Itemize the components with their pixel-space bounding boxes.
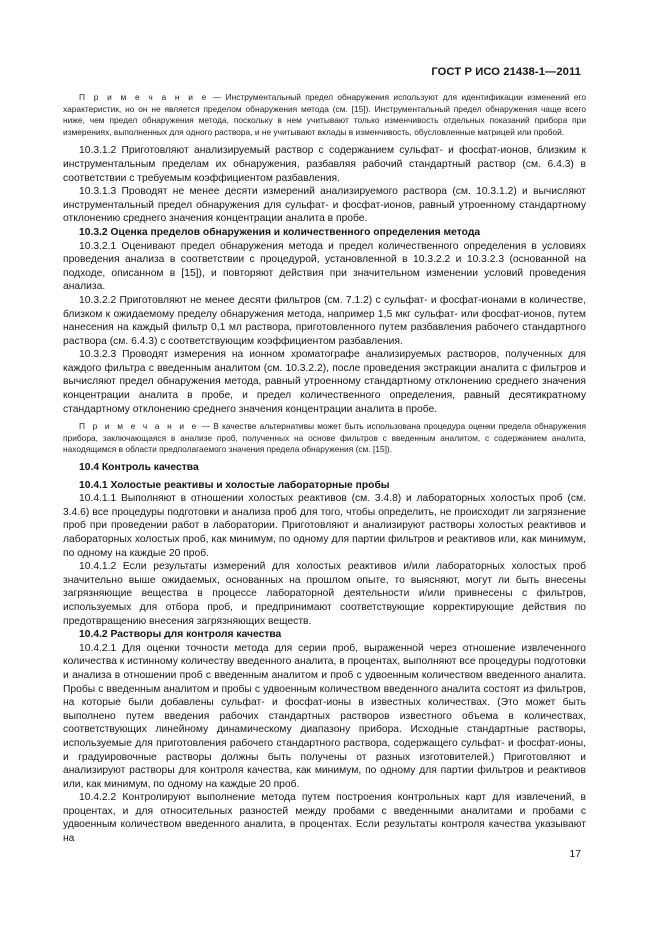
paragraph-10-3-2-1: 10.3.2.1 Оценивают предел обнаружения метода и предел количественного определения в условиях проведения анализа в соответствии с процедурой, установленной в 10.3.2.2 и 10.3.2.3 (основанной на подходе, описанном в [15]), и повторяют действия при значительном изменении условий проведения анализа.	[63, 240, 586, 293]
note-text: — В качестве альтернативы может быть использована процедура оценки предела обнаружения прибора, заключающаяся в анализе проб, полученных на основе фильтров с введенным аналитом, с содержанием аналита, находящимся в области предполагаемого значения предела обнаружения (см. [15]).	[63, 421, 586, 455]
document-code-header: ГОСТ Р ИСО 21438-1—2011	[431, 66, 581, 78]
page-number: 17	[569, 849, 581, 860]
paragraph-10-4-2-1: 10.4.2.1 Для оценки точности метода для серии проб, выраженной через отношение извлеченного количества к истинному количеству введенного аналита, в процентах, выполняют все процедуры подготовки и анализа в отношении проб с введенным аналитом и проб с удвоенным количеством введенного аналита. Пробы с введенным аналитом и пробы с удвоенным количеством введенного аналита состоят из фильтров, на которые были добавлены сульфат- и фосфат-ионы в известных количествах. (Это может быть выполнено путем введения рабочих стандартных растворов известного объема в количествах, соответствующих линейному динамическому диапазону прибора. Исходные стандартные растворы, используемые для приготовления рабочего стандартного раствора, содержащего сульфат- и фосфат-ионы, и градуировочные растворы должны быть получены от разных изготовителей.) Приготовляют и анализируют растворы для контроля качества, как минимум, по одному для партии фильтров и реактивов или, как минимум, по одному на каждые 20 проб.	[63, 642, 586, 790]
paragraph-10-3-2-3: 10.3.2.3 Проводят измерения на ионном хроматографе анализируемых растворов, полученных для каждого фильтра с введенным аналитом (см. 10.3.2.2), после проведения экстракции аналита с фильтров и вычисляют предел обнаружения метода, равный утроенному стандартному отклонению среднего значения концентрации аналита в пробе, и предел количественного определения, равный десятикратному стандартному отклонению среднего значения концентрации аналита в пробе.	[63, 349, 586, 415]
note-label: П р и м е ч а н и е	[79, 92, 209, 102]
page-content	[63, 92, 586, 846]
paragraph-10-4-2-2: 10.4.2.2 Контролируют выполнение метода путем построения контрольных карт для извлечений, в процентах, и для относительных разностей между пробами с введенными аналитами и пробами с удвоенным количеством введенного аналита, в процентах. Если результаты контроля качества указывают на	[63, 792, 586, 845]
heading-10-4: 10.4 Контроль качества	[79, 462, 199, 474]
note-instrument-detection-limit	[63, 92, 586, 138]
heading-10-4-2: 10.4.2 Растворы для контроля качества	[79, 629, 282, 641]
heading-10-4-1: 10.4.1 Холостые реактивы и холостые лабораторные пробы	[79, 479, 390, 491]
note-alternative-procedure	[63, 421, 586, 456]
heading-10-3-2: 10.3.2 Оценка пределов обнаружения и количественного определения метода	[79, 226, 481, 238]
note-label: П р и м е ч а н и е	[79, 421, 199, 432]
paragraph-10-4-1-1: 10.4.1.1 Выполняют в отношении холостых реактивов (см. 3.4.8) и лабораторных холостых проб (см. 3.4.6) все процедуры подготовки и анализа проб для того, чтобы определить, не происходит ли загрязнение проб при проведении работ в лаборатории. Приготовляют и анализируют растворы холостых реактивов и лабораторных холостых проб, как минимум, по одному для партии фильтров и реактивов или, как минимум, по одному на каждые 20 проб.	[63, 493, 586, 559]
paragraph-10-3-2-2: 10.3.2.2 Приготовляют не менее десяти фильтров (см. 7.1.2) с сульфат- и фосфат-ионами в количестве, близком к ожидаемому пределу обнаружения метода, например 1,5 мкг сульфат- или фосфат-ионов, путем нанесения на каждый фильтр 0,1 мл раствора, приготовленного путем разбавления рабочего стандартного раствора (см. 6.4.3) с соответствующим коэффициентом разбавления.	[63, 294, 586, 347]
note-text: — Инструментальный предел обнаружения используют для идентификации изменений его характеристик, но он не является пределом обнаружения метода (см. [15]). Инструментальный предел обнаружения чаще всего ниже, чем предел обнаружения метода, поскольку в нем учитывают только изменчивость отдельных показаний прибора при измерениях, выполненных для одного раствора, и не учитывают вклады в изменчивость, обусловленные матрицей или пробой.	[63, 92, 586, 137]
paragraph-10-4-1-2: 10.4.1.2 Если результаты измерений для холостых реактивов и/или лабораторных холостых проб значительно выше ожидаемых, основанных на прошлом опыте, то выясняют, могут ли быть внесены загрязняющие вещества в процессе лабораторной деятельности и/или привнесены с фильтров, используемых для отбора проб, и предпринимают соответствующие корректирующие действия по предотвращению внесения загрязняющих веществ.	[63, 561, 586, 627]
paragraph-10-3-1-3: 10.3.1.3 Проводят не менее десяти измерений анализируемого раствора (см. 10.3.1.2) и вычисляют инструментальный предел обнаружения для сульфат- и фосфат-ионов, равный утроенному стандартному отклонению среднего значения концентрации аналита в пробе.	[63, 186, 586, 225]
paragraph-10-3-1-2: 10.3.1.2 Приготовляют анализируемый раствор с содержанием сульфат- и фосфат-ионов, близким к инструментальным пределам их обнаружения, разбавляя рабочий стандартный раствор (см. 6.4.3) в соответствии с требуемым коэффициентом разбавления.	[63, 145, 586, 184]
